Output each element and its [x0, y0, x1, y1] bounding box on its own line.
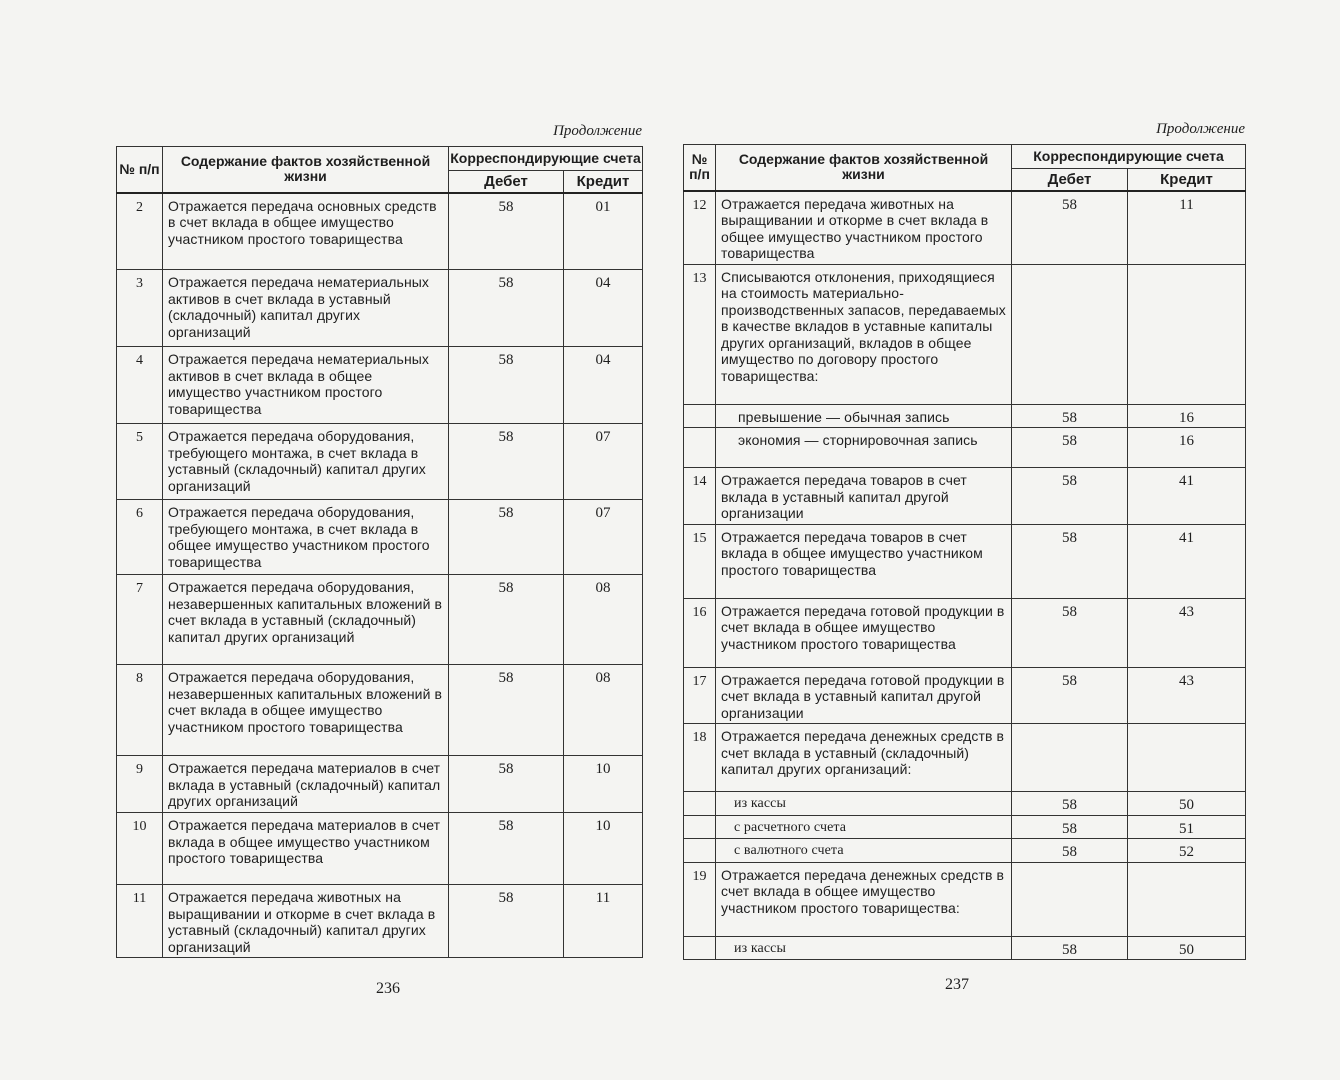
accounting-table-left [116, 146, 643, 958]
row-debit: 58 [1012, 404, 1128, 428]
row-credit: 41 [1128, 524, 1246, 598]
table-row [117, 347, 643, 424]
row-debit [1012, 264, 1128, 404]
table-row [684, 428, 1246, 468]
row-debit: 58 [1012, 839, 1128, 863]
row-credit: 51 [1128, 815, 1246, 839]
row-debit: 58 [1012, 667, 1128, 724]
row-debit [1012, 862, 1128, 936]
row-description: с расчетного счета [716, 815, 1012, 839]
row-credit: 43 [1128, 598, 1246, 667]
row-number: 13 [684, 264, 716, 404]
row-number: 7 [117, 575, 163, 665]
row-description: Отражается передача материалов в счет вклада в уставный (складочный) капитал других организаций [163, 756, 449, 813]
header-debit: Дебет [1012, 169, 1128, 191]
row-number: 12 [684, 191, 716, 265]
row-debit: 58 [449, 813, 564, 885]
row-description: Отражается передача животных на выращивании и откорме в счет вклада в общее имущество участником простого товарищества [716, 191, 1012, 265]
row-number: 2 [117, 193, 163, 270]
row-debit: 58 [449, 885, 564, 958]
row-number: 4 [117, 347, 163, 424]
left-page [116, 120, 642, 958]
row-number [684, 792, 716, 816]
continuation-label: Продолжение [553, 123, 642, 139]
table-row [684, 815, 1246, 839]
row-description: Отражается передача нематериальных активов в счет вклада в уставный (складочный) капитал других организаций [163, 270, 449, 347]
header-num: № п/п [117, 147, 163, 193]
row-description: Отражается передача животных на выращивании и откорме в счет вклада в уставный (складочный) капитал других организаций [163, 885, 449, 958]
row-credit: 04 [564, 347, 643, 424]
table-row [684, 667, 1246, 724]
table-row [117, 813, 643, 885]
table-row [684, 264, 1246, 404]
right-page [683, 118, 1245, 960]
row-debit: 58 [449, 193, 564, 270]
row-debit: 58 [1012, 524, 1128, 598]
row-credit [1128, 724, 1246, 792]
row-description: Отражается передача готовой продукции в счет вклада в общее имущество участником простого товарищества [716, 598, 1012, 667]
row-number [684, 936, 716, 960]
table-row [117, 424, 643, 500]
row-number: 11 [117, 885, 163, 958]
row-number: 10 [117, 813, 163, 885]
table-row [117, 500, 643, 575]
row-description: Отражается передача основных средств в счет вклада в общее имущество участником простого товарищества [163, 193, 449, 270]
header-accounts: Корреспондирующие счета [449, 147, 643, 171]
row-credit: 41 [1128, 468, 1246, 525]
row-debit: 58 [449, 665, 564, 756]
row-credit: 04 [564, 270, 643, 347]
row-description: Отражается передача денежных средств в счет вклада в уставный (складочный) капитал других организаций: [716, 724, 1012, 792]
row-debit: 58 [449, 575, 564, 665]
continuation-label: Продолжение [1156, 121, 1245, 137]
row-description: Отражается передача готовой продукции в счет вклада в уставный капитал другой организации [716, 667, 1012, 724]
row-credit: 08 [564, 665, 643, 756]
table-row [684, 792, 1246, 816]
row-number: 16 [684, 598, 716, 667]
row-number [684, 428, 716, 468]
row-description: экономия — сторнировочная запись [716, 428, 1012, 468]
table-row [684, 862, 1246, 936]
row-debit: 58 [1012, 792, 1128, 816]
header-num: № п/п [684, 145, 716, 191]
table-row [117, 885, 643, 958]
row-description: Отражается передача оборудования, требующего монтажа, в счет вклада в общее имущество участником простого товарищества [163, 500, 449, 575]
table-row [684, 839, 1246, 863]
row-credit: 50 [1128, 792, 1246, 816]
row-debit: 58 [1012, 815, 1128, 839]
row-number: 17 [684, 667, 716, 724]
row-debit: 58 [449, 270, 564, 347]
table-row [117, 193, 643, 270]
row-credit: 08 [564, 575, 643, 665]
row-debit [1012, 724, 1128, 792]
row-number: 5 [117, 424, 163, 500]
row-description: Отражается передача материалов в счет вклада в общее имущество участником простого товарищества [163, 813, 449, 885]
table-row [684, 404, 1246, 428]
row-credit: 11 [564, 885, 643, 958]
table-row [117, 270, 643, 347]
row-number: 19 [684, 862, 716, 936]
header-content: Содержание фактов хозяйственной жизни [716, 145, 1012, 191]
table-row [117, 756, 643, 813]
row-description: Отражается передача товаров в счет вклада в уставный капитал другой организации [716, 468, 1012, 525]
row-description: с валютного счета [716, 839, 1012, 863]
row-number: 15 [684, 524, 716, 598]
row-description: Списываются отклонения, приходящиеся на стоимость материально-производственных запасов, передаваемых в качестве вкладов в уставные капиталы других организаций, вкладов в общее имущество по договору простого товарищества: [716, 264, 1012, 404]
row-number [684, 404, 716, 428]
row-debit: 58 [449, 756, 564, 813]
row-number: 3 [117, 270, 163, 347]
row-description: Отражается передача денежных средств в счет вклада в общее имущество участником простого товарищества: [716, 862, 1012, 936]
row-number: 14 [684, 468, 716, 525]
row-description: Отражается передача оборудования, незавершенных капитальных вложений в счет вклада в уставный (складочный) капитал других организаций [163, 575, 449, 665]
row-credit: 11 [1128, 191, 1246, 265]
row-credit: 01 [564, 193, 643, 270]
row-debit: 58 [449, 347, 564, 424]
row-description: Отражается передача нематериальных активов в счет вклада в общее имущество участником простого товарищества [163, 347, 449, 424]
header-credit: Кредит [564, 171, 643, 193]
row-debit: 58 [1012, 468, 1128, 525]
table-row [684, 468, 1246, 525]
row-credit: 16 [1128, 404, 1246, 428]
row-debit: 58 [1012, 191, 1128, 265]
header-content: Содержание фактов хозяйственной жизни [163, 147, 449, 193]
row-debit: 58 [1012, 428, 1128, 468]
row-credit: 16 [1128, 428, 1246, 468]
header-accounts: Корреспондирующие счета [1012, 145, 1246, 169]
row-credit: 07 [564, 500, 643, 575]
table-row [684, 724, 1246, 792]
page-number-right: 237 [945, 976, 969, 993]
row-credit: 43 [1128, 667, 1246, 724]
table-row [684, 598, 1246, 667]
row-credit: 10 [564, 756, 643, 813]
table-row [117, 665, 643, 756]
row-number [684, 839, 716, 863]
accounting-table-right [683, 144, 1246, 960]
table-row [684, 936, 1246, 960]
page-number-left: 236 [376, 980, 400, 997]
row-debit: 58 [449, 424, 564, 500]
row-credit: 10 [564, 813, 643, 885]
row-number: 6 [117, 500, 163, 575]
row-number: 18 [684, 724, 716, 792]
table-row [684, 191, 1246, 265]
row-description: превышение — обычная запись [716, 404, 1012, 428]
row-debit: 58 [1012, 936, 1128, 960]
row-number: 8 [117, 665, 163, 756]
row-description: из кассы [716, 936, 1012, 960]
row-credit: 07 [564, 424, 643, 500]
row-description: Отражается передача товаров в счет вклада в общее имущество участником простого товарищества [716, 524, 1012, 598]
row-credit [1128, 264, 1246, 404]
row-credit: 52 [1128, 839, 1246, 863]
row-debit: 58 [449, 500, 564, 575]
row-description: из кассы [716, 792, 1012, 816]
row-description: Отражается передача оборудования, незавершенных капитальных вложений в счет вклада в общее имущество участником простого товарищества [163, 665, 449, 756]
row-credit: 50 [1128, 936, 1246, 960]
row-debit: 58 [1012, 598, 1128, 667]
header-credit: Кредит [1128, 169, 1246, 191]
row-number: 9 [117, 756, 163, 813]
row-credit [1128, 862, 1246, 936]
table-row [684, 524, 1246, 598]
row-number [684, 815, 716, 839]
row-description: Отражается передача оборудования, требующего монтажа, в счет вклада в уставный (складочный) капитал других организаций [163, 424, 449, 500]
table-row [117, 575, 643, 665]
header-debit: Дебет [449, 171, 564, 193]
